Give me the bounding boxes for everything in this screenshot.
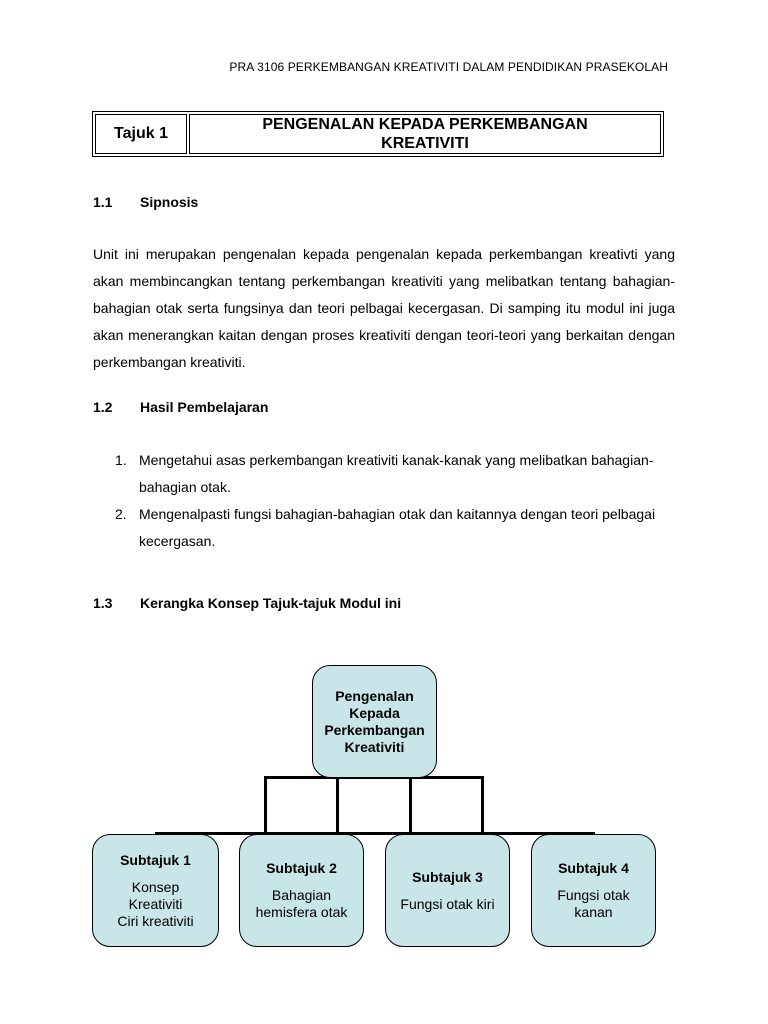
connector-drop: [336, 776, 339, 834]
section-title: Hasil Pembelajaran: [140, 399, 269, 415]
connector-horizontal-bottom: [155, 832, 595, 835]
synopsis-paragraph: Unit ini merupakan pengenalan kepada pengenalan kepada perkembangan kreativti yang akan membincangkan tentang perkembangan kreativiti yang melibatkan tentang bahagian-bahagian otak serta fungsinya dan teori pelbagai kecergasan. Di samping itu modul ini juga akan menerangkan kaitan dengan proses kreativiti dengan teori-teori yang berkaitan dengan perkembangan kreativiti.: [93, 246, 675, 370]
root-line: Pengenalan: [335, 687, 414, 704]
connector-drop: [409, 776, 412, 834]
list-item: [93, 447, 675, 501]
subtopic-desc: Bahagian: [271, 887, 332, 903]
list-item-number: 1.: [115, 452, 127, 468]
subtopic-title: Subtajuk 1: [120, 851, 191, 868]
root-line: Kreativiti: [344, 738, 405, 755]
list-item: [93, 501, 675, 555]
subtopic-desc: Konsep: [131, 878, 180, 895]
section-number: 1.2: [93, 399, 113, 415]
section-heading-1-2: [93, 399, 268, 415]
topic-title: [189, 114, 661, 154]
subtopic-title: Subtajuk 2: [266, 860, 337, 876]
section-heading-1-1: [93, 194, 198, 210]
subtopic-desc: kanan: [574, 904, 613, 920]
subtopic-title: Subtajuk 3: [412, 868, 483, 885]
connector-drop: [481, 776, 484, 834]
topic-label: Tajuk 1: [95, 114, 187, 154]
subtopic-desc: Fungsi otak: [557, 887, 630, 903]
subtopic-box-2: [239, 834, 364, 947]
root-line: Perkembangan: [324, 721, 425, 738]
subtopic-desc: Ciri kreativiti: [117, 912, 194, 929]
subtopic-box-1: [92, 834, 219, 947]
concept-root-box: [312, 665, 437, 778]
root-line: Kepada: [349, 704, 400, 721]
section-number: 1.1: [93, 194, 113, 210]
learning-outcomes-list: [93, 447, 675, 555]
list-item-number: 2.: [115, 506, 127, 522]
subtopic-title: Subtajuk 4: [558, 860, 629, 876]
connector-drop: [264, 776, 267, 834]
section-number: 1.3: [93, 595, 113, 611]
subtopic-desc: hemisfera otak: [255, 904, 348, 920]
subtopic-box-4: [531, 834, 656, 947]
topic-title-line-2: KREATIVITI: [381, 135, 469, 152]
subtopic-desc: Fungsi otak kiri: [400, 895, 495, 912]
topic-title-line-1: PENGENALAN KEPADA PERKEMBANGAN: [262, 116, 588, 133]
subtopic-desc: Kreativiti: [128, 895, 183, 912]
topic-title-table: [92, 111, 664, 157]
course-header: PRA 3106 PERKEMBANGAN KREATIVITI DALAM PENDIDIKAN PRASEKOLAH: [229, 60, 668, 74]
list-item-text: Mengetahui asas perkembangan kreativiti kanak-kanak yang melibatkan bahagian-bahagian otak.: [139, 452, 654, 495]
section-title: Sipnosis: [140, 194, 199, 210]
subtopic-box-3: [385, 834, 510, 947]
section-title: Kerangka Konsep Tajuk-tajuk Modul ini: [140, 595, 402, 611]
list-item-text: Mengenalpasti fungsi bahagian-bahagian otak dan kaitannya dengan teori pelbagai kecergasan.: [139, 506, 656, 549]
section-heading-1-3: [93, 595, 401, 611]
